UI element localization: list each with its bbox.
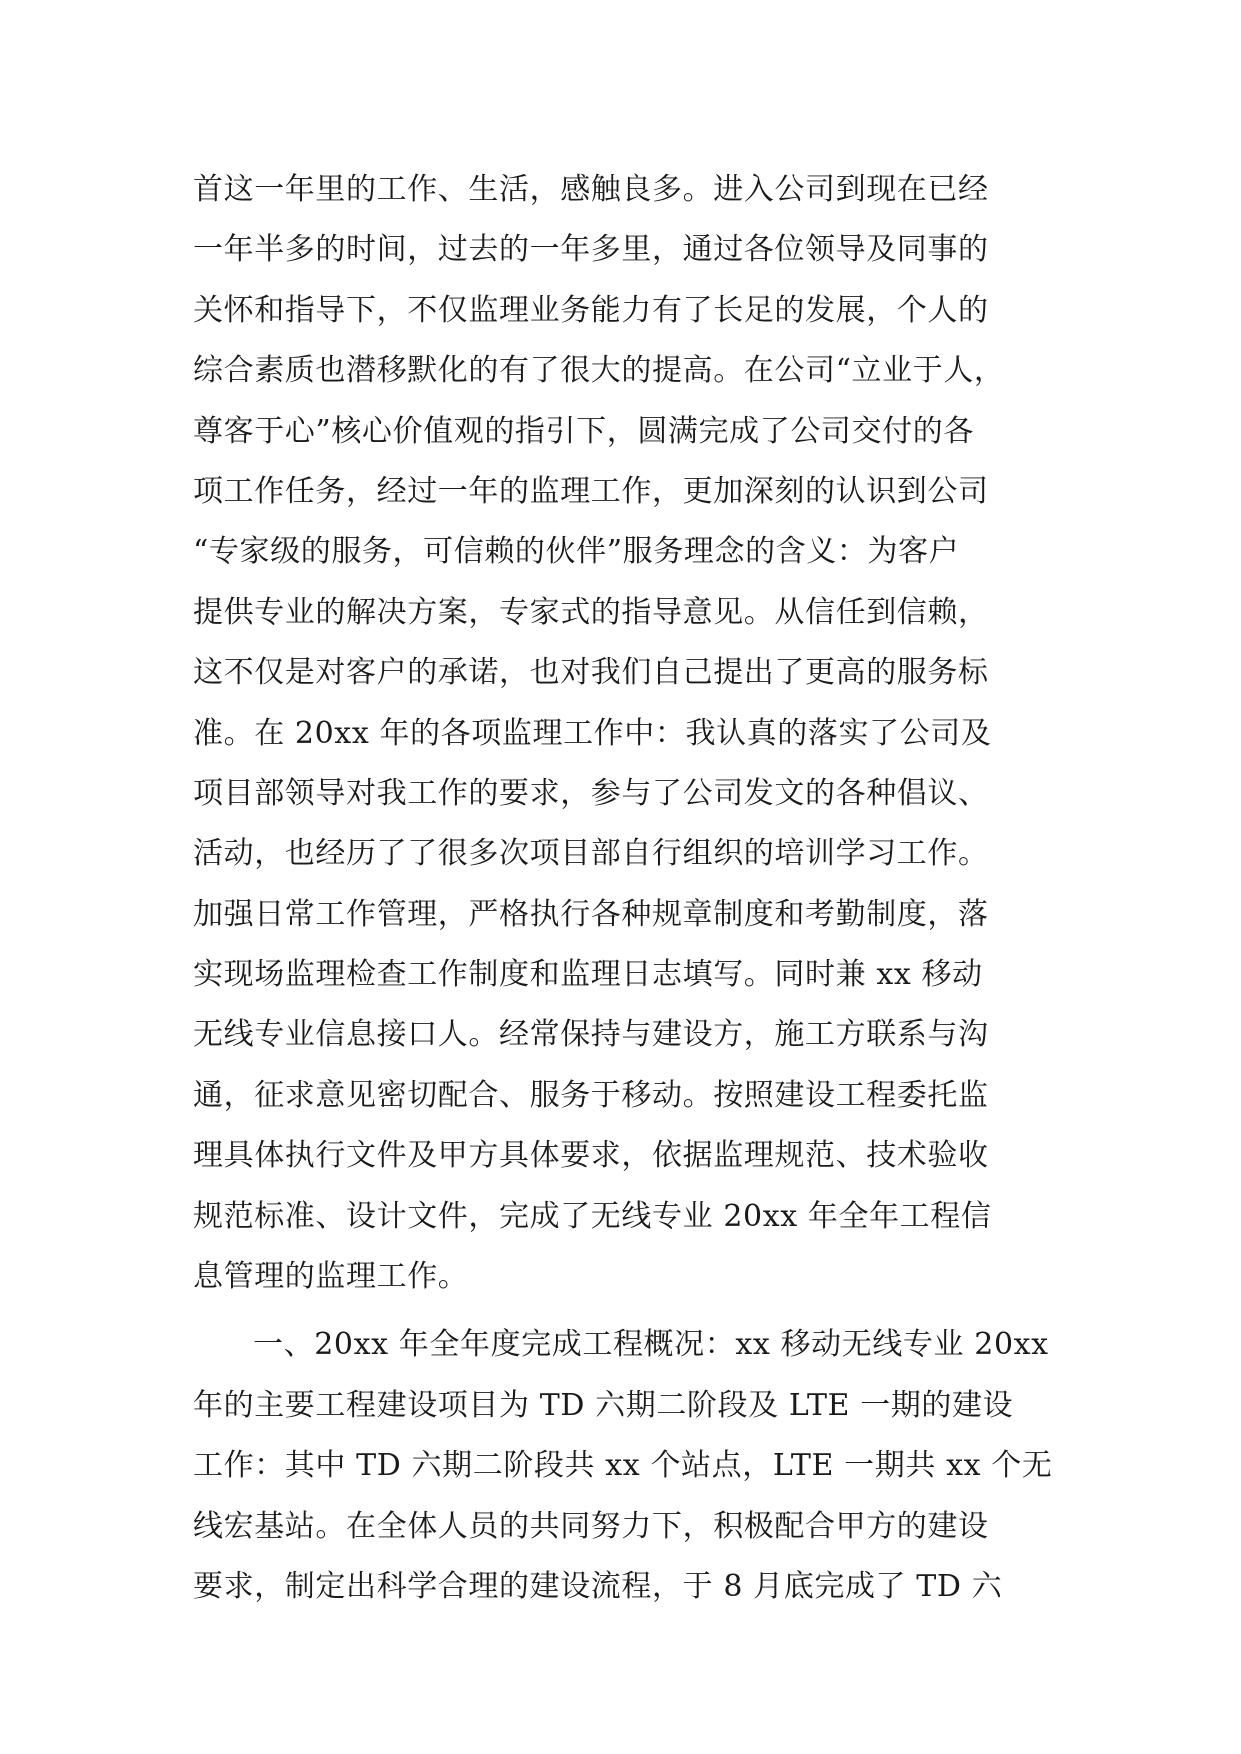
text-line: 综合素质也潜移默化的有了很大的提高。在公司“立业于人， [193, 353, 1005, 389]
text-line: 活动，也经历了了很多次项目部自行组织的培训学习工作。 [193, 836, 989, 872]
text-line: 年的主要工程建设项目为 TD 六期二阶段及 LTE 一期的建设 [193, 1387, 1014, 1423]
text-line: 实现场监理检查工作制度和监理日志填写。同时兼 xx 移动 [193, 957, 983, 993]
text-line: 规范标准、设计文件，完成了无线专业 20xx 年全年工程信 [193, 1198, 992, 1234]
text-line: 一、20xx 年全年度完成工程概况：xx 移动无线专业 20xx [253, 1327, 1049, 1363]
text-line: 关怀和指导下，不仅监理业务能力有了长足的发展，个人的 [193, 292, 989, 328]
paragraph-1 [193, 160, 1073, 1307]
text-line: 项工作任务，经过一年的监理工作，更加深刻的认识到公司 [193, 473, 989, 509]
text-line: “专家级的服务，可信赖的伙伴”服务理念的含义：为客户 [193, 534, 960, 570]
text-line: 首这一年里的工作、生活，感触良多。进入公司到现在已经 [193, 172, 989, 207]
body-text [193, 160, 1073, 1617]
text-line: 项目部领导对我工作的要求，参与了公司发文的各种倡议、 [193, 775, 989, 811]
text-line: 通，征求意见密切配合、服务于移动。按照建设工程委托监 [193, 1077, 989, 1113]
text-line: 理具体执行文件及甲方具体要求，依据监理规范、技术验收 [193, 1138, 989, 1174]
text-line: 线宏基站。在全体人员的共同努力下，积极配合甲方的建设 [193, 1508, 989, 1544]
text-line: 要求，制定出科学合理的建设流程，于 8 月底完成了 TD 六 [193, 1568, 1003, 1604]
text-line: 提供专业的解决方案，专家式的指导意见。从信任到信赖， [193, 594, 989, 630]
text-line: 准。在 20xx 年的各项监理工作中：我认真的落实了公司及 [193, 715, 992, 751]
text-line: 无线专业信息接口人。经常保持与建设方，施工方联系与沟 [193, 1017, 989, 1053]
paragraph-2 [193, 1315, 1073, 1617]
text-line: 加强日常工作管理，严格执行各种规章制度和考勤制度，落 [193, 896, 989, 932]
text-line: 一年半多的时间，过去的一年多里，通过各位领导及同事的 [193, 232, 989, 268]
text-line: 息管理的监理工作。 [193, 1259, 469, 1295]
text-line: 这不仅是对客户的承诺，也对我们自己提出了更高的服务标 [193, 655, 989, 691]
text-line: 工作：其中 TD 六期二阶段共 xx 个站点，LTE 一期共 xx 个无 [193, 1448, 1053, 1484]
text-line: 尊客于心”核心价值观的指引下，圆满完成了公司交付的各 [193, 413, 974, 449]
